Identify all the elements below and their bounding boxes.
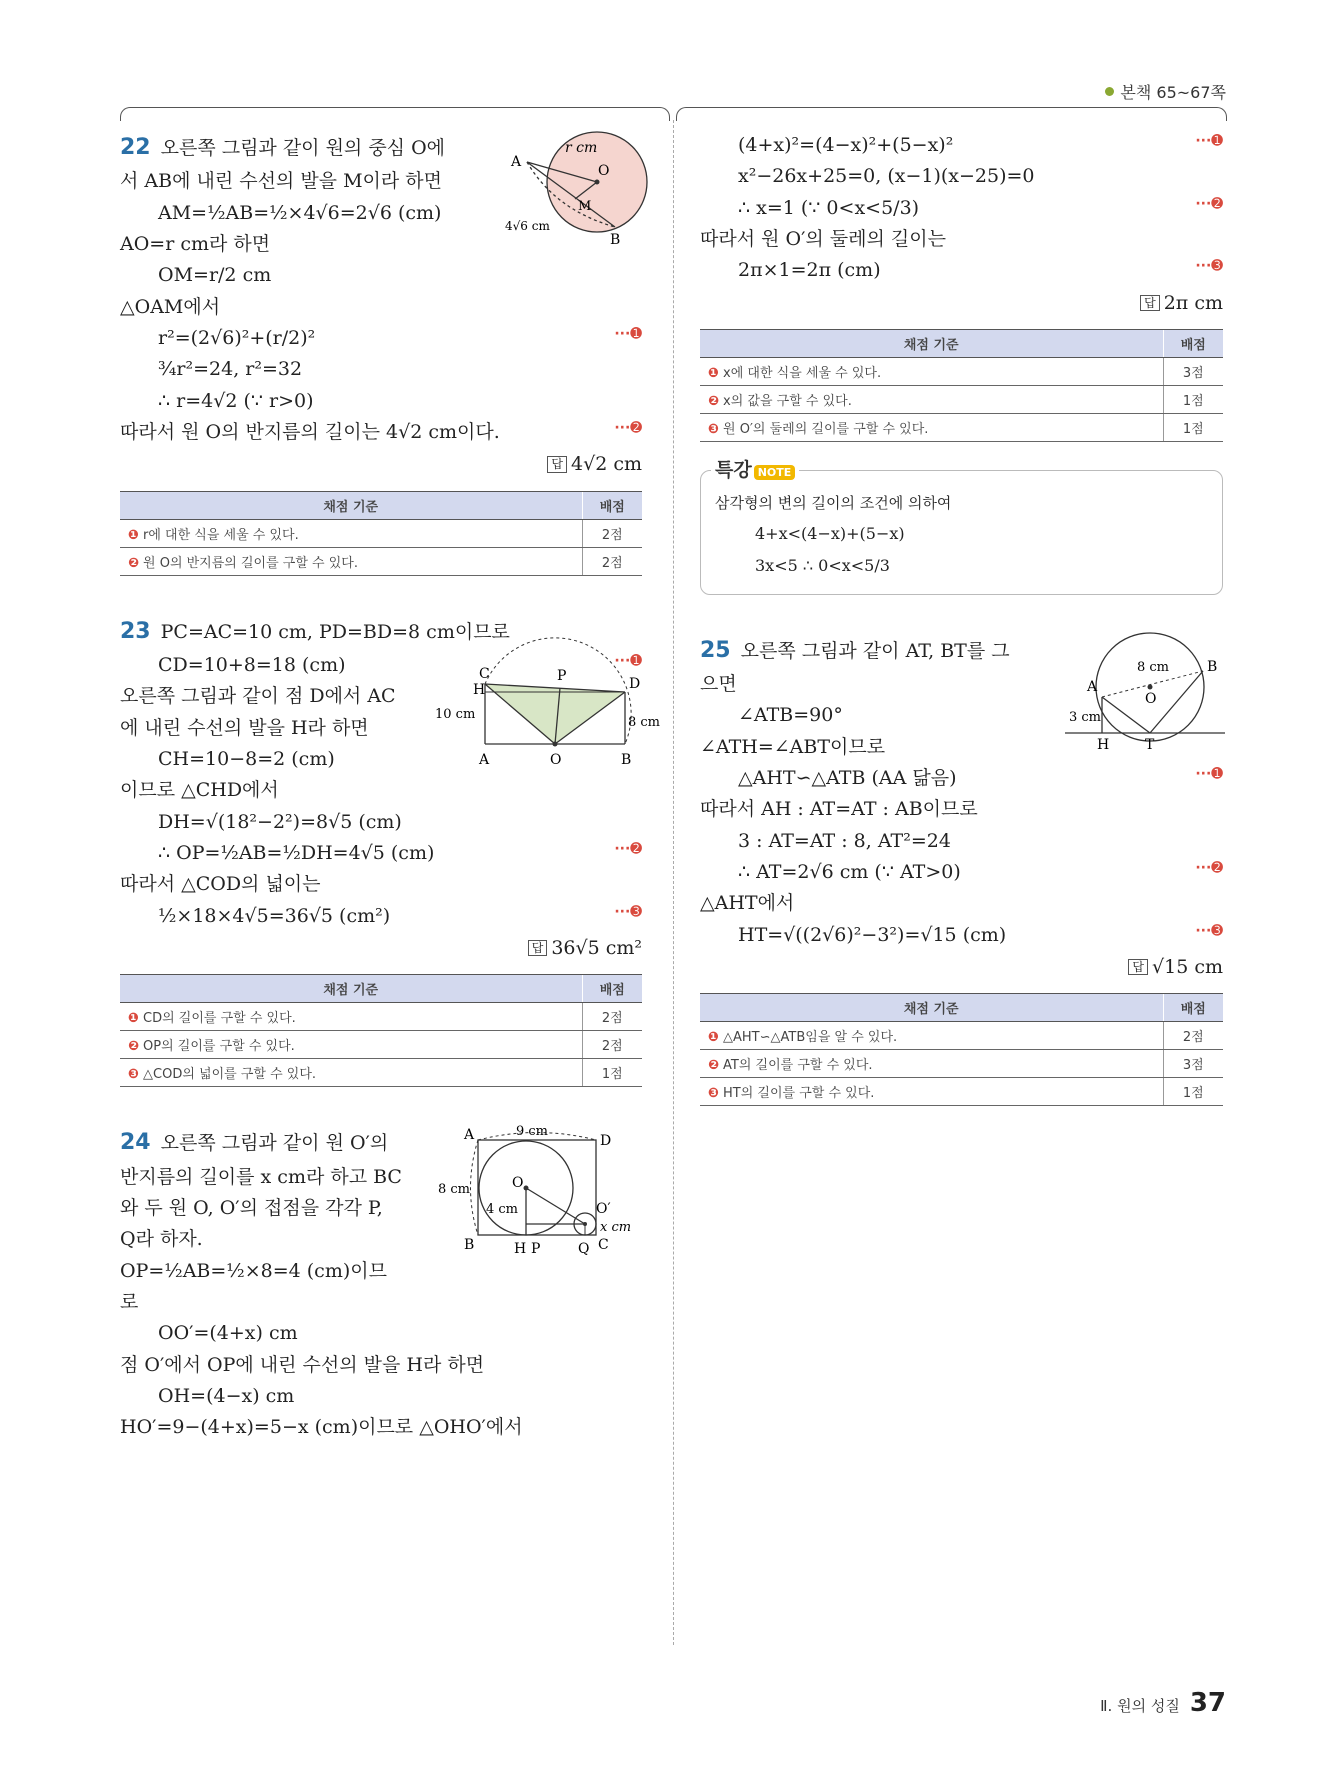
equation-line: OO′=(4+x) cm [158, 1322, 298, 1345]
note-equation: 4+x<(4−x)+(5−x) [755, 523, 905, 543]
text-line: 따라서 원 O′의 둘레의 길이는 [700, 228, 946, 251]
text-line: 으면 [700, 672, 737, 695]
equation-line: ¾r²=24, r²=32 [158, 358, 303, 381]
scoring-table-23 [120, 974, 642, 1087]
label-o-prime: O′ [596, 1201, 611, 1218]
text-line: 반지름의 길이를 x cm라 하고 BC [120, 1165, 402, 1188]
table-header: 배점 [1163, 330, 1223, 358]
equation-line: OM=r/2 cm [158, 264, 272, 287]
equation-line: r²=(2√6)²+(r/2)² [158, 327, 316, 350]
equation-line: 2π×1=2π (cm) [738, 259, 881, 282]
answer-value: 2π cm [1163, 291, 1223, 314]
equation-line: OH=(4−x) cm [158, 1385, 295, 1408]
equation-line: ∴ x=1 (∵ 0<x<5/3) [738, 196, 920, 219]
equation-line: ∴ OP=½AB=½DH=4√5 (cm) [158, 842, 435, 865]
problem-number: 24 [120, 1130, 151, 1156]
label-a: A [511, 154, 522, 170]
scoring-table-24 [700, 329, 1223, 442]
step-marker: ···➋ [614, 420, 642, 437]
figure-22 [505, 130, 650, 250]
right-column [700, 130, 1223, 1106]
label-o: O [550, 751, 562, 768]
label-o: O [598, 163, 610, 179]
answer-box-icon: 답 [1140, 295, 1160, 311]
table-row: ❶ △AHT∽△ATB임을 알 수 있다. 2점 [700, 1022, 1223, 1050]
equation-line: DH=√(18²−2²)=8√5 (cm) [158, 810, 402, 833]
label-ah: 3 cm [1069, 709, 1102, 725]
equation-line: ∠ATB=90° [738, 704, 843, 727]
equation-line: (4+x)²=(4−x)²+(5−x)² [738, 134, 954, 156]
problem-24-continued [700, 130, 1223, 595]
label-b: B [610, 232, 621, 248]
equation-line: ∴ r=4√2 (∵ r>0) [158, 389, 314, 412]
problem-number: 25 [700, 637, 731, 663]
answer [120, 932, 642, 964]
text-line: PC=AC=10 cm, PD=BD=8 cm이므로 [160, 620, 510, 643]
table-row: ❶ r에 대한 식을 세울 수 있다. 2점 [120, 519, 642, 547]
chapter-label: Ⅱ. 원의 성질 [1100, 1697, 1180, 1715]
label-q: Q [578, 1241, 590, 1258]
problem-23 [120, 614, 661, 1088]
label-a: A [1087, 678, 1098, 695]
note-equation: 3x<5 ∴ 0<x<5/3 [755, 555, 890, 575]
table-row: ❷ OP의 길이를 구할 수 있다. 2점 [120, 1031, 642, 1059]
text-line: 와 두 원 O, O′의 접점을 각각 P, [120, 1197, 383, 1220]
step-marker: ···➌ [614, 903, 642, 920]
text-line: △AHT에서 [700, 892, 795, 915]
label-m: M [578, 199, 592, 214]
figure-23 [435, 664, 661, 774]
step-marker: ···➌ [1195, 258, 1223, 275]
problem-24 [120, 1125, 642, 1443]
label-x: x cm [600, 1220, 632, 1236]
reference-text: 본책 65~67쪽 [1120, 83, 1226, 102]
answer-box-icon: 답 [547, 456, 567, 472]
step-marker: ···➌ [1195, 922, 1223, 939]
figure-24 [438, 1125, 648, 1260]
bullet-dot-icon [1105, 87, 1114, 96]
text-line: 따라서 원 O의 반지름의 길이는 4√2 cm이다. [120, 421, 500, 444]
equation-line: OP=½AB=½×8=4 (cm)이므 [120, 1259, 387, 1282]
text-line: 서 AB에 내린 수선의 발을 M이라 하면 [120, 170, 442, 193]
table-row: ❷ AT의 길이를 구할 수 있다. 3점 [700, 1050, 1223, 1078]
label-bd: 8 cm [628, 714, 661, 730]
equation-line: △AHT∽△ATB (AA 닮음) [738, 766, 957, 789]
text-line: HO′=9−(4+x)=5−x (cm)이므로 △OHO′에서 [120, 1416, 523, 1439]
scoring-table-25 [700, 993, 1223, 1106]
table-header: 채점 기준 [120, 975, 582, 1003]
label-p: P [557, 667, 567, 684]
label-o: O [1145, 690, 1157, 707]
equation-line: CH=10−8=2 (cm) [158, 748, 335, 771]
label-a: A [479, 751, 490, 768]
text-line: 따라서 AH : AT=AT : AB이므로 [700, 798, 978, 821]
note-text: 삼각형의 변의 길이의 조건에 의하여 [715, 494, 952, 513]
problem-number: 22 [120, 135, 151, 160]
label-p: P [531, 1241, 541, 1258]
label-ac: 10 cm [435, 706, 476, 722]
equation-line: CD=10+8=18 (cm) [158, 653, 346, 676]
answer [700, 951, 1223, 983]
step-marker: ···➊ [1195, 765, 1223, 782]
label-b: B [464, 1237, 475, 1254]
answer [120, 448, 642, 480]
answer-value: 4√2 cm [571, 453, 642, 476]
table-header: 채점 기준 [700, 994, 1163, 1022]
text-line: ∠ATH=∠ABT이므로 [700, 735, 886, 758]
text-line: 이므로 △CHD에서 [120, 779, 279, 802]
step-marker: ···➊ [1195, 133, 1223, 149]
table-row: ❸ 원 O′의 둘레의 길이를 구할 수 있다. 1점 [700, 414, 1223, 442]
page-footer [1100, 1688, 1226, 1718]
label-length: 4√6 cm [505, 219, 550, 233]
label-h: H [1097, 736, 1110, 753]
figure-25 [1065, 625, 1225, 755]
table-row: ❶ CD의 길이를 구할 수 있다. 2점 [120, 1003, 642, 1031]
special-note-box [700, 459, 1223, 595]
equation-line: x²−26x+25=0, (x−1)(x−25)=0 [738, 165, 1035, 188]
equation-line: HT=√((2√6)²−3²)=√15 (cm) [738, 923, 1007, 946]
label-d: D [600, 1133, 612, 1150]
text-line: 에 내린 수선의 발을 H라 하면 [120, 716, 369, 739]
answer [700, 287, 1223, 319]
step-marker: ···➋ [1195, 195, 1223, 212]
equation-line: 3 : AT=AT : 8, AT²=24 [738, 829, 951, 852]
text-line: 점 O′에서 OP에 내린 수선의 발을 H라 하면 [120, 1353, 485, 1376]
column-divider [673, 120, 674, 1645]
problem-22 [120, 130, 642, 576]
text-line: AO=r cm라 하면 [120, 232, 271, 255]
page-reference [1105, 80, 1226, 103]
text-line: 오른쪽 그림과 같이 AT, BT를 그 [740, 639, 1010, 662]
problem-25 [700, 633, 1223, 1107]
step-marker: ···➊ [614, 326, 642, 343]
answer-box-icon: 답 [528, 940, 548, 956]
step-marker: ···➊ [614, 652, 642, 669]
label-ab: 8 cm [1137, 659, 1170, 675]
label-b: B [1207, 658, 1218, 675]
table-header: 배점 [582, 975, 642, 1003]
text-line: △OAM에서 [120, 295, 221, 318]
label-h: H [473, 681, 486, 698]
label-left: 8 cm [438, 1182, 471, 1198]
right-column-frame [676, 107, 1227, 121]
label-top: 9 cm [516, 1124, 549, 1140]
text-line: 오른쪽 그림과 같이 원 O′의 [160, 1132, 389, 1155]
table-row: ❸ HT의 길이를 구할 수 있다. 1점 [700, 1078, 1223, 1106]
label-o: O [512, 1175, 524, 1192]
equation-line: AM=½AB=½×4√6=2√6 (cm) [158, 201, 442, 224]
equation-line: ∴ AT=2√6 cm (∵ AT>0) [738, 860, 961, 883]
table-header: 배점 [1163, 994, 1223, 1022]
text-line: 로 [120, 1291, 139, 1314]
label-r: r cm [565, 140, 598, 156]
label-radius: 4 cm [486, 1202, 519, 1218]
left-column [120, 130, 661, 1444]
label-b: B [621, 751, 632, 768]
text-line: 따라서 △COD의 넓이는 [120, 873, 321, 896]
left-column-frame [120, 107, 670, 121]
table-header: 배점 [582, 491, 642, 519]
text-line: 오른쪽 그림과 같이 점 D에서 AC [120, 685, 396, 708]
answer-value: 36√5 cm² [551, 937, 642, 960]
answer-value: √15 cm [1152, 955, 1223, 978]
label-t: T [1145, 736, 1155, 753]
label-a: A [464, 1127, 475, 1144]
text-line: 오른쪽 그림과 같이 원의 중심 O에 [160, 137, 446, 159]
table-row: ❷ 원 O의 반지름의 길이를 구할 수 있다. 2점 [120, 547, 642, 575]
step-marker: ···➋ [1195, 859, 1223, 876]
step-marker: ···➋ [614, 841, 642, 858]
table-header: 채점 기준 [700, 330, 1163, 358]
answer-box-icon: 답 [1128, 959, 1148, 975]
label-d: D [629, 675, 641, 692]
table-row: ❷ x의 값을 구할 수 있다. 1점 [700, 386, 1223, 414]
text-line: Q라 하자. [120, 1228, 203, 1251]
page-number: 37 [1189, 1688, 1226, 1718]
label-c: C [598, 1237, 609, 1254]
label-c: C [479, 665, 490, 682]
problem-number: 23 [120, 618, 151, 644]
table-header: 채점 기준 [120, 491, 582, 519]
table-row: ❶ x에 대한 식을 세울 수 있다. 3점 [700, 358, 1223, 386]
scoring-table-22 [120, 491, 642, 576]
note-tag: 특강 NOTE [711, 455, 799, 482]
equation-line: ½×18×4√5=36√5 (cm²) [158, 904, 391, 927]
label-h: H [514, 1241, 527, 1258]
note-badge: NOTE [754, 465, 796, 480]
table-row: ❸ △COD의 넓이를 구할 수 있다. 1점 [120, 1059, 642, 1087]
